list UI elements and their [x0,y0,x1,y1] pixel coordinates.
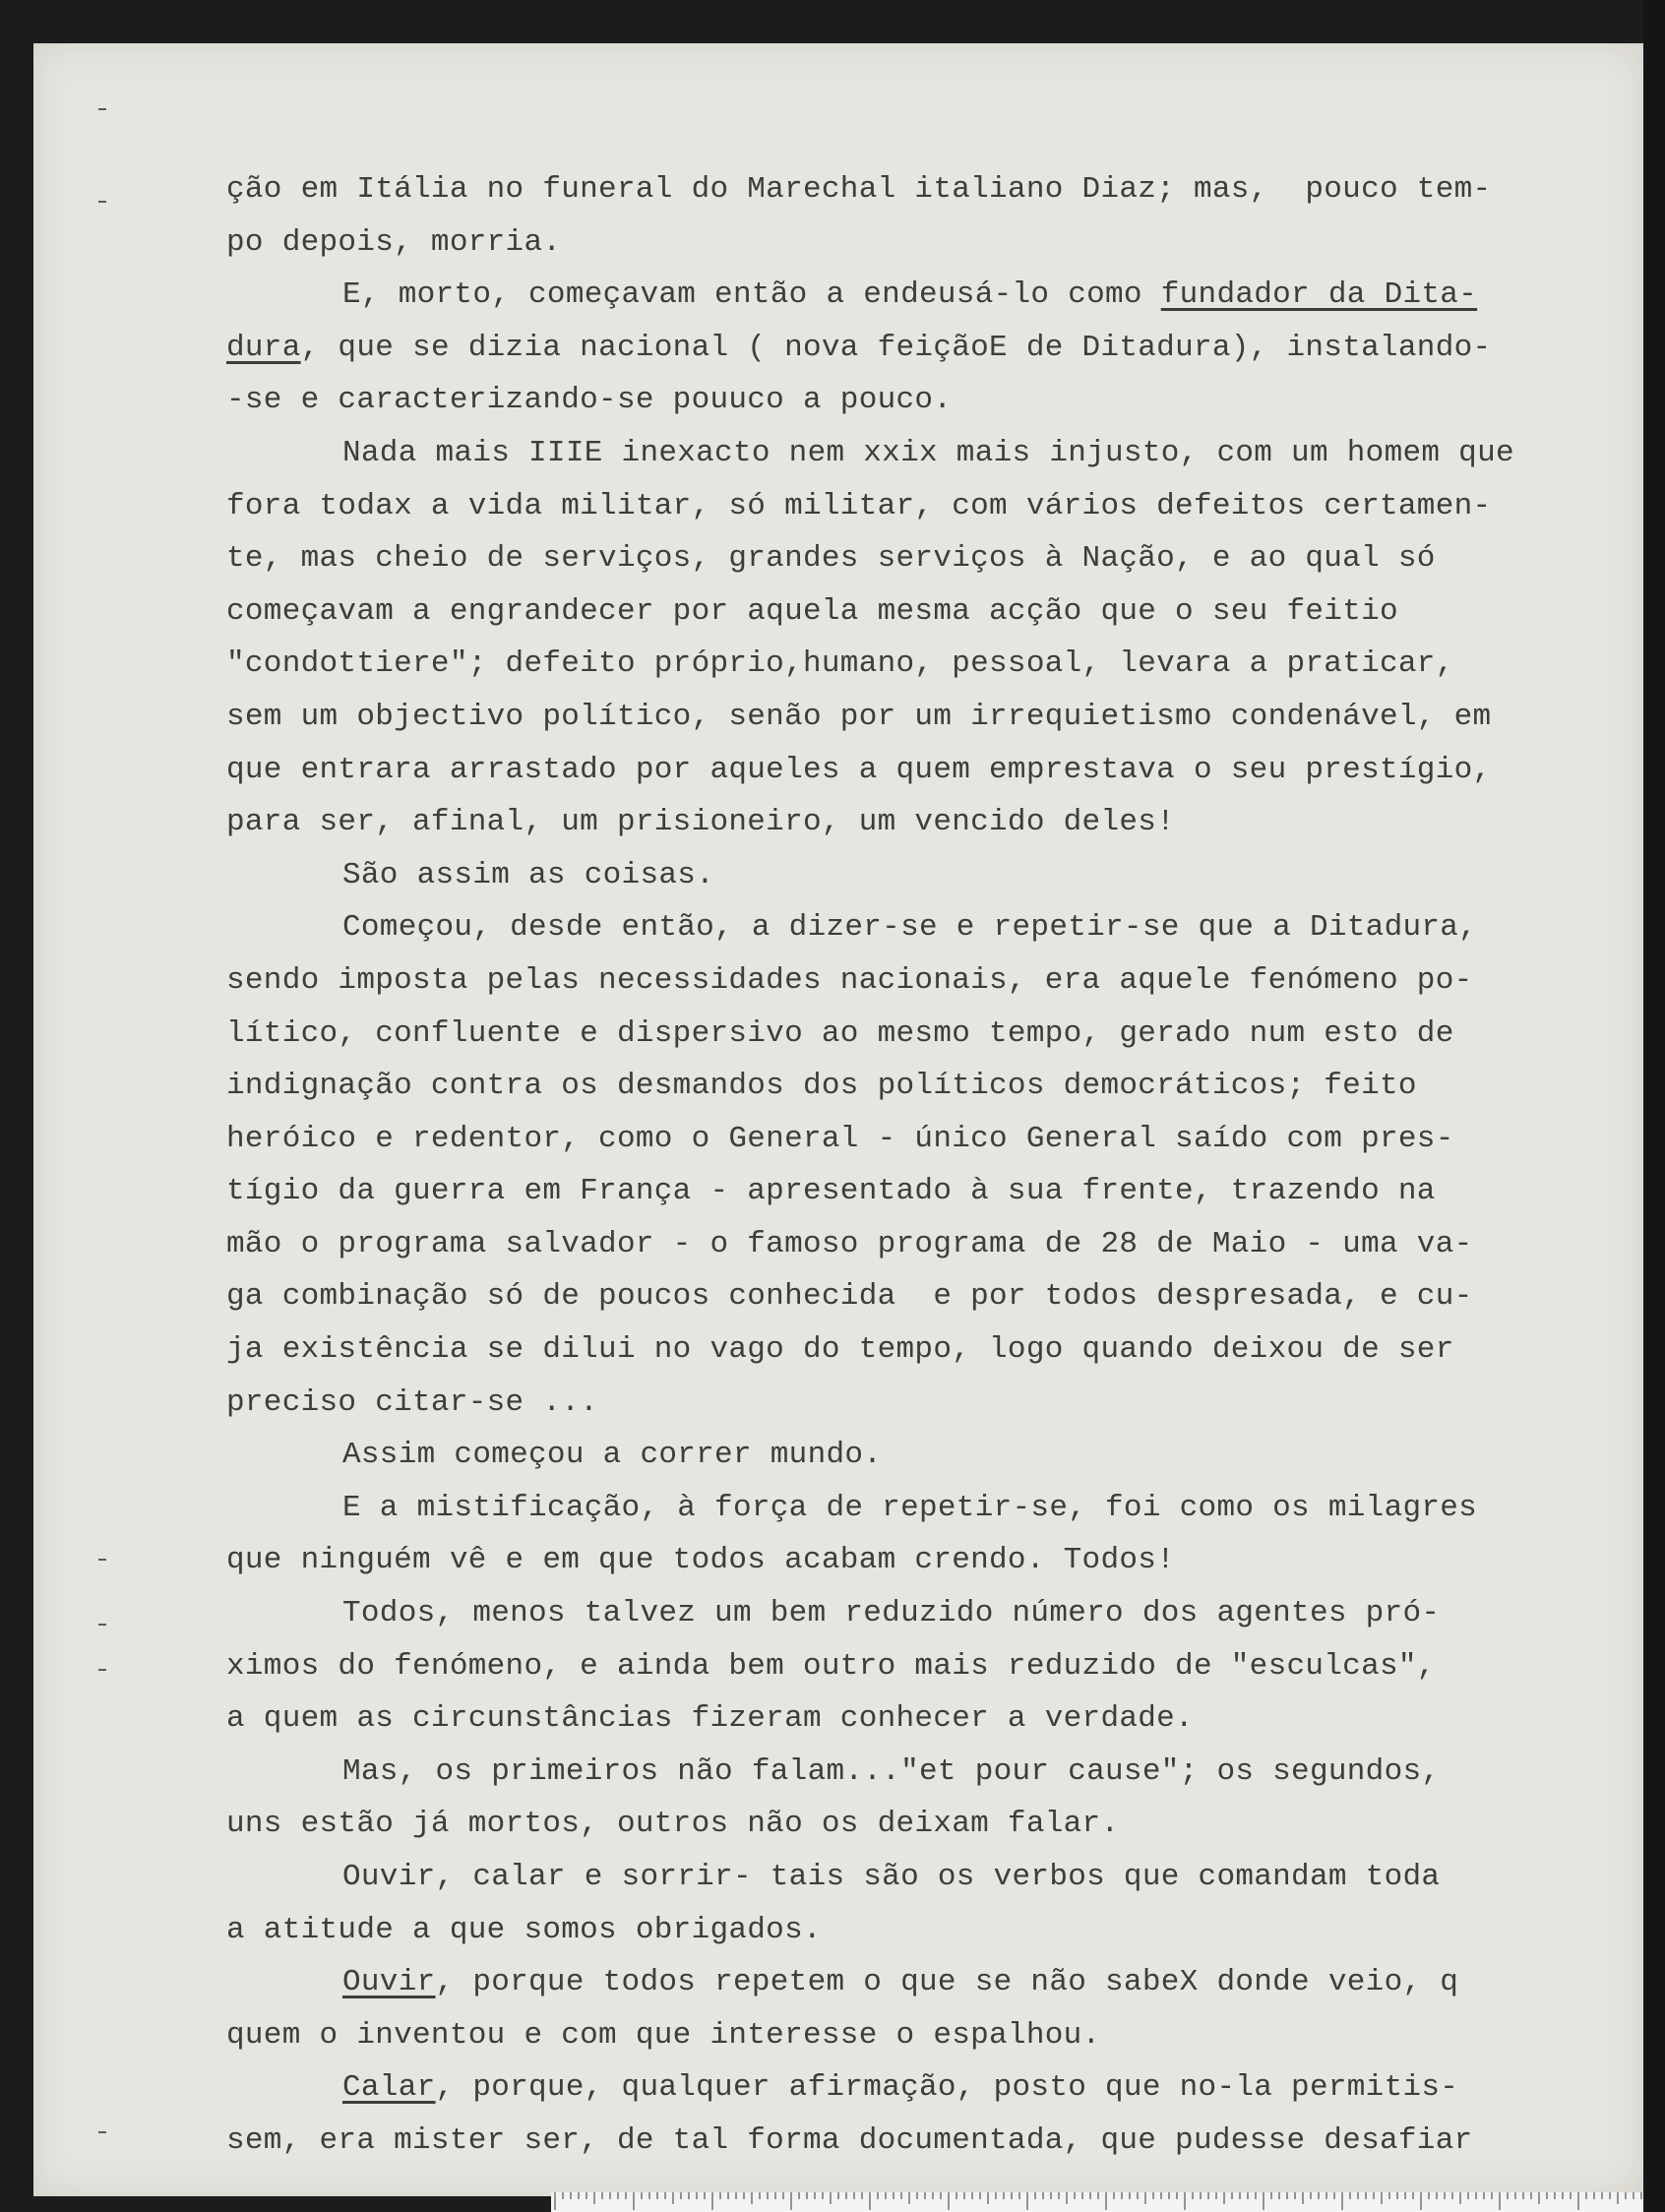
text-segment: , que se dizia nacional ( nova feiçãoE de Ditadura), instalando- [300,330,1492,365]
text-line: uns estão já mortos, outros não os deixam falar. [226,1807,1120,1842]
text-line: lítico, confluente e dispersivo ao mesmo tempo, gerado num esto de [226,1015,1454,1051]
text-line: ja existência se dilui no vago do tempo, logo quando deixou de ser [226,1332,1454,1368]
underlined-text: dura [226,330,301,365]
text-line: Mas, os primeiros não falam..."et pour cause"; os segundos, [342,1753,1441,1789]
underlined-text: fundador da Dita- [1160,277,1478,313]
margin-mark [98,108,106,110]
text-line: ga combinação só de poucos conhecida e por todos despresada, e cu- [226,1279,1473,1315]
text-line: sem, era mister ser, de tal forma documentada, que pudesse desafiar [226,2122,1473,2158]
text-line: São assim as coisas. [342,857,715,892]
margin-mark [98,2131,106,2133]
text-line: -se e caracterizando-se pouuco a pouco. [226,383,953,418]
text-line: sendo imposta pelas necessidades nacionais, era aquele fenómeno po- [226,962,1473,998]
text-line: tígio da guerra em França - apresentado à sua frente, trazendo na [226,1174,1436,1209]
text-line: começavam a engrandecer por aquela mesma acção que o seu feitio [226,593,1398,629]
text-line [226,1956,1535,2009]
text-line: a atitude a que somos obrigados. [226,1912,822,1947]
text-line: a quem as circunstâncias fizeram conhecer a verdade. [226,1701,1194,1737]
margin-mark [98,1559,106,1561]
text-line: que ninguém vê e em que todos acabam crendo. Todos! [226,1543,1176,1578]
text-line: ximos do fenómeno, e ainda bem outro mais reduzido de "esculcas", [226,1648,1436,1684]
text-line: te, mas cheio de serviços, grandes serviços à Nação, e ao qual só [226,541,1436,577]
text-line [226,322,1535,375]
scanner-edge [1643,0,1665,2212]
text-line: po depois, morria. [226,224,562,260]
margin-mark [98,201,106,203]
underlined-text: Ouvir [342,1965,436,2000]
text-line: preciso citar-se ... [226,1384,599,1420]
text-line: quem o inventou e com que interesse o espalhou. [226,2017,1101,2053]
text-line: heróico e redentor, como o General - único General saído com pres- [226,1121,1454,1156]
text-line: "condottiere"; defeito próprio,humano, pessoal, levara a praticar, [226,646,1454,682]
ruler-ticks [551,2192,1643,2212]
text-segment: , porque, qualquer afirmação, posto que no-la permitis- [435,2070,1459,2106]
text-segment: E, morto, começavam então a endeusá-lo como [342,277,1161,313]
page-text [226,163,1535,2168]
text-line [226,2061,1535,2115]
margin-mark [98,1624,106,1626]
text-line: E a mistificação, à força de repetir-se, foi como os milagres [342,1490,1478,1525]
margin-mark [98,1669,106,1671]
text-line: indignação contra os desmandos dos políticos democráticos; feito [226,1069,1417,1104]
text-line [226,269,1535,322]
text-line: Ouvir, calar e sorrir- tais são os verbos que comandam toda [342,1860,1441,1894]
text-line: Assim começou a correr mundo. [342,1438,883,1473]
underlined-text: Calar [342,2070,436,2106]
text-line: ção em Itália no funeral do Marechal italiano Diaz; mas, pouco tem- [226,172,1492,207]
text-line: Nada mais IIIE inexacto nem xxix mais injusto, com um homem que [342,435,1514,470]
text-line: sem um objectivo político, senão por um irrequietismo condenável, em [226,699,1492,734]
text-line: que entrara arrastado por aqueles a quem emprestava o seu prestígio, [226,752,1492,787]
text-line: para ser, afinal, um prisioneiro, um vencido deles! [226,805,1176,840]
text-line: mão o programa salvador - o famoso programa de 28 de Maio - uma va- [226,1226,1473,1261]
text-line: Começou, desde então, a dizer-se e repetir-se que a Ditadura, [342,910,1478,946]
text-segment: , porque todos repetem o que se não sabeX donde veio, q [435,1965,1459,2000]
text-line: fora todax a vida militar, só militar, com vários defeitos certamen- [226,488,1492,523]
text-line: Todos, menos talvez um bem reduzido número dos agentes pró- [342,1596,1441,1631]
scan-ruler [551,2192,1643,2212]
